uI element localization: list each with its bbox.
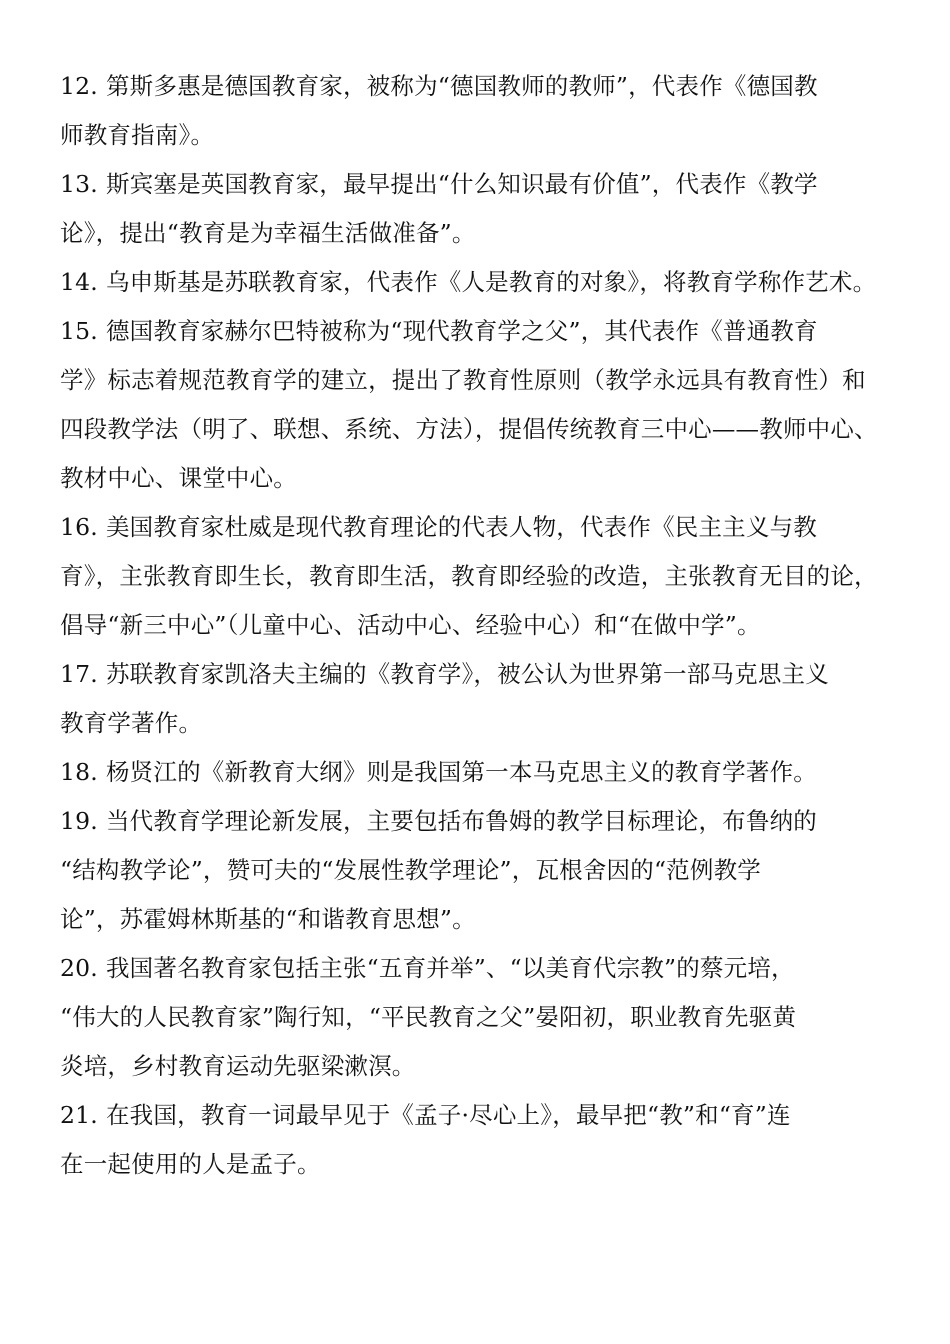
item-text: 育》，主张教育即生长，教育即生活，教育即经验的改造，主张教育无目的论， (60, 562, 878, 590)
item-text: 炎培，乡村教育运动先驱梁漱溟。 (60, 1052, 416, 1080)
list-item-19 (60, 797, 900, 944)
item-line (60, 258, 900, 307)
item-line (60, 552, 900, 601)
list-item-14 (60, 258, 900, 307)
list-item-18 (60, 748, 900, 797)
item-number: 13. (60, 170, 98, 198)
item-text: 倡导“新三中心”（儿童中心、活动中心、经验中心）和“在做中学”。 (60, 611, 761, 639)
item-number: 18. (60, 758, 98, 786)
item-text: “伟大的人民教育家”陶行知，“平民教育之父”晏阳初，职业教育先驱黄 (60, 1003, 797, 1031)
item-line (60, 307, 900, 356)
item-number: 19. (60, 807, 98, 835)
item-number: 12. (60, 72, 98, 100)
item-number: 14. (60, 268, 98, 296)
item-text: 美国教育家杜威是现代教育理论的代表人物，代表作《民主主义与教 (105, 513, 817, 541)
item-text: 教材中心、课堂中心。 (60, 464, 297, 492)
list-item-20 (60, 944, 900, 1091)
item-line (60, 111, 900, 160)
item-line (60, 944, 900, 993)
item-text: 我国著名教育家包括主张“五育并举”、“以美育代宗教”的蔡元培， (105, 954, 795, 982)
list-item-17 (60, 650, 900, 748)
item-line (60, 209, 900, 258)
item-text: 在我国，教育一词最早见于《孟子·尽心上》，最早把“教”和“育”连 (105, 1101, 791, 1129)
item-text: 苏联教育家凯洛夫主编的《教育学》，被公认为世界第一部马克思主义 (105, 660, 829, 688)
item-text: 在一起使用的人是孟子。 (60, 1150, 321, 1178)
item-text: 乌申斯基是苏联教育家，代表作《人是教育的对象》，将教育学称作艺术。 (105, 268, 877, 296)
item-number: 21. (60, 1101, 98, 1129)
item-text: 斯宾塞是英国教育家，最早提出“什么知识最有价值”，代表作《教学 (105, 170, 818, 198)
item-line (60, 454, 900, 503)
item-line (60, 503, 900, 552)
item-line (60, 405, 900, 454)
item-line (60, 699, 900, 748)
item-line (60, 993, 900, 1042)
item-text: 论”，苏霍姆林斯基的“和谐教育思想”。 (60, 905, 476, 933)
item-number: 16. (60, 513, 98, 541)
item-line (60, 846, 900, 895)
item-number: 17. (60, 660, 98, 688)
item-number: 15. (60, 317, 98, 345)
list-item-16 (60, 503, 900, 650)
item-text: 师教育指南》。 (60, 121, 215, 149)
item-text: 第斯多惠是德国教育家，被称为“德国教师的教师”，代表作《德国教 (105, 72, 818, 100)
item-line (60, 650, 900, 699)
item-line (60, 797, 900, 846)
item-line (60, 1042, 900, 1091)
item-line (60, 895, 900, 944)
item-text: 杨贤江的《新教育大纲》则是我国第一本马克思主义的教育学著作。 (105, 758, 817, 786)
item-line (60, 160, 900, 209)
item-line (60, 1140, 900, 1189)
item-line (60, 601, 900, 650)
list-item-21 (60, 1091, 900, 1189)
item-line (60, 1091, 900, 1140)
document-page (60, 62, 900, 1189)
list-item-12 (60, 62, 900, 160)
item-text: 四段教学法（明了、联想、系统、方法），提倡传统教育三中心——教师中心、 (60, 415, 878, 443)
item-line (60, 356, 900, 405)
item-text: 德国教育家赫尔巴特被称为“现代教育学之父”，其代表作《普通教育 (105, 317, 818, 345)
item-number: 20. (60, 954, 98, 982)
item-text: 论》，提出“教育是为幸福生活做准备”。 (60, 219, 476, 247)
item-text: 教育学著作。 (60, 709, 203, 737)
list-item-15 (60, 307, 900, 503)
list-item-13 (60, 160, 900, 258)
item-text: “结构教学论”，赞可夫的“发展性教学理论”，瓦根舍因的“范例教学 (60, 856, 761, 884)
item-text: 当代教育学理论新发展，主要包括布鲁姆的教学目标理论，布鲁纳的 (105, 807, 817, 835)
item-line (60, 62, 900, 111)
item-text: 学》标志着规范教育学的建立，提出了教育性原则（教学永远具有教育性）和 (60, 366, 866, 394)
item-line (60, 748, 900, 797)
